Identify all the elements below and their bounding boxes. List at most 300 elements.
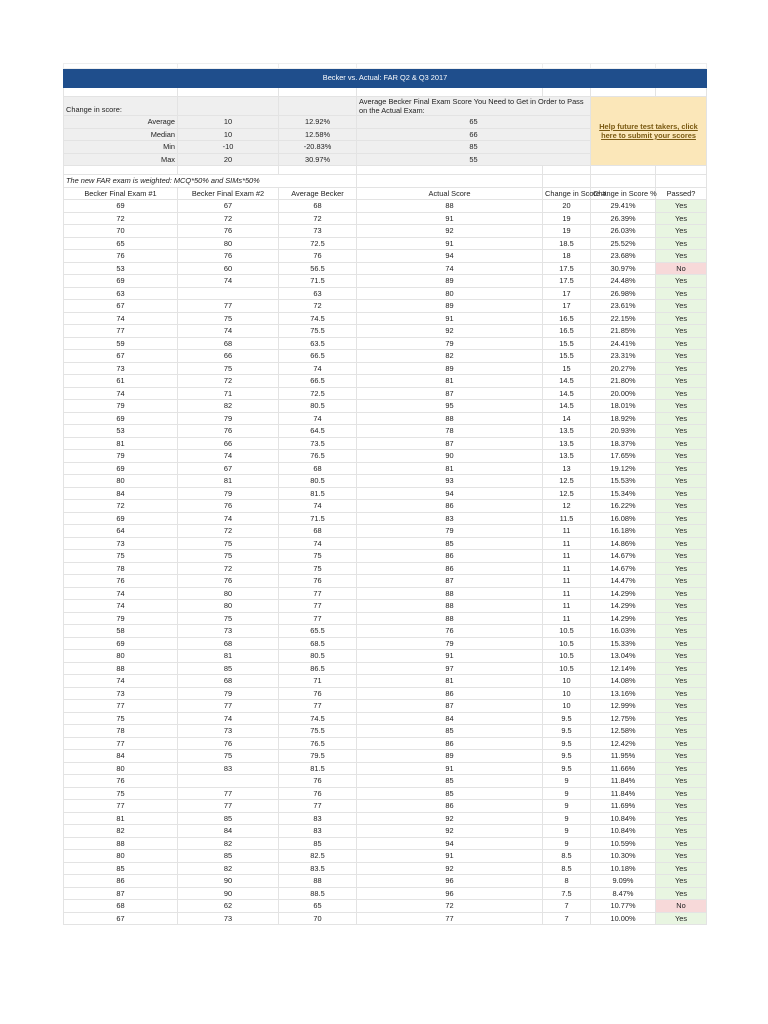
exam1-cell: 74 (64, 387, 178, 400)
stat-needed-median: 66 (357, 128, 591, 141)
change-pct-cell: 14.67% (591, 550, 656, 563)
actual-cell: 95 (357, 400, 543, 413)
average-cell: 56.5 (279, 262, 357, 275)
exam2-cell: 73 (178, 725, 279, 738)
table-row (64, 837, 707, 850)
exam1-cell: 70 (64, 225, 178, 238)
change-pct-cell: 20.93% (591, 425, 656, 438)
exam2-cell: 75 (178, 312, 279, 325)
exam2-cell: 73 (178, 625, 279, 638)
average-cell: 77 (279, 600, 357, 613)
exam2-cell: 85 (178, 662, 279, 675)
exam1-cell: 67 (64, 912, 178, 925)
passed-cell: Yes (656, 287, 707, 300)
average-cell: 88.5 (279, 887, 357, 900)
passed-cell: Yes (656, 412, 707, 425)
change-pct-cell: 14.29% (591, 612, 656, 625)
change-pct-cell: 11.84% (591, 775, 656, 788)
average-cell: 63.5 (279, 337, 357, 350)
actual-cell: 87 (357, 437, 543, 450)
table-row (64, 425, 707, 438)
change-num-cell: 8 (543, 875, 591, 888)
change-num-cell: 17.5 (543, 262, 591, 275)
submit-scores-link[interactable]: Help future test takers, click here to submit your scores (591, 97, 707, 166)
exam2-cell: 74 (178, 512, 279, 525)
table-row (64, 212, 707, 225)
actual-cell: 91 (357, 650, 543, 663)
table-row (64, 725, 707, 738)
actual-cell: 92 (357, 812, 543, 825)
exam2-cell: 76 (178, 250, 279, 263)
table-row (64, 675, 707, 688)
table-row (64, 800, 707, 813)
exam2-cell: 77 (178, 787, 279, 800)
actual-cell: 81 (357, 675, 543, 688)
change-num-cell: 12.5 (543, 487, 591, 500)
table-row (64, 887, 707, 900)
exam1-cell: 65 (64, 237, 178, 250)
passed-cell: Yes (656, 650, 707, 663)
change-num-cell: 8.5 (543, 850, 591, 863)
exam2-cell: 67 (178, 462, 279, 475)
exam2-cell: 77 (178, 700, 279, 713)
stat-change-median: 10 (178, 128, 279, 141)
change-num-cell: 17 (543, 287, 591, 300)
exam1-cell: 61 (64, 375, 178, 388)
change-num-cell: 11 (543, 575, 591, 588)
table-row (64, 562, 707, 575)
stat-label-min: Min (64, 141, 178, 154)
change-num-cell: 13 (543, 462, 591, 475)
actual-cell: 88 (357, 587, 543, 600)
stat-needed-average: 65 (357, 116, 591, 129)
change-num-cell: 11 (543, 587, 591, 600)
passed-cell: Yes (656, 700, 707, 713)
exam2-cell: 68 (178, 637, 279, 650)
table-row (64, 650, 707, 663)
exam2-cell: 82 (178, 400, 279, 413)
exam1-cell: 79 (64, 450, 178, 463)
change-pct-cell: 16.22% (591, 500, 656, 513)
average-cell: 68 (279, 200, 357, 213)
exam1-cell: 69 (64, 412, 178, 425)
actual-cell: 96 (357, 875, 543, 888)
exam1-cell: 63 (64, 287, 178, 300)
change-num-cell: 9.5 (543, 712, 591, 725)
change-pct-cell: 26.98% (591, 287, 656, 300)
passed-cell: Yes (656, 612, 707, 625)
change-num-cell: 8.5 (543, 862, 591, 875)
change-num-cell: 16.5 (543, 325, 591, 338)
table-row (64, 775, 707, 788)
change-pct-cell: 12.99% (591, 700, 656, 713)
change-num-cell: 18 (543, 250, 591, 263)
table-row (64, 537, 707, 550)
average-cell: 76 (279, 575, 357, 588)
actual-cell: 76 (357, 625, 543, 638)
change-num-cell: 9 (543, 800, 591, 813)
average-cell: 71 (279, 675, 357, 688)
change-num-cell: 16.5 (543, 312, 591, 325)
exam2-cell: 81 (178, 650, 279, 663)
exam2-cell: 80 (178, 237, 279, 250)
change-pct-cell: 8.47% (591, 887, 656, 900)
exam1-cell: 81 (64, 812, 178, 825)
change-pct-cell: 14.47% (591, 575, 656, 588)
change-num-cell: 10.5 (543, 662, 591, 675)
actual-cell: 87 (357, 700, 543, 713)
exam2-cell: 68 (178, 675, 279, 688)
table-row (64, 612, 707, 625)
actual-cell: 94 (357, 250, 543, 263)
table-row (64, 900, 707, 913)
actual-cell: 72 (357, 900, 543, 913)
average-cell: 74.5 (279, 712, 357, 725)
change-pct-cell: 16.18% (591, 525, 656, 538)
change-num-cell: 7 (543, 900, 591, 913)
change-pct-cell: 14.29% (591, 600, 656, 613)
average-cell: 75.5 (279, 325, 357, 338)
col-header-average: Average Becker (279, 187, 357, 200)
average-cell: 70 (279, 912, 357, 925)
change-pct-cell: 14.29% (591, 587, 656, 600)
actual-cell: 85 (357, 775, 543, 788)
passed-cell: Yes (656, 550, 707, 563)
passed-cell: Yes (656, 725, 707, 738)
actual-cell: 87 (357, 575, 543, 588)
average-cell: 66.5 (279, 375, 357, 388)
exam2-cell: 83 (178, 762, 279, 775)
actual-cell: 74 (357, 262, 543, 275)
exam2-cell: 75 (178, 612, 279, 625)
table-row (64, 662, 707, 675)
change-num-cell: 9.5 (543, 750, 591, 763)
average-cell: 68.5 (279, 637, 357, 650)
change-num-cell: 15 (543, 362, 591, 375)
average-cell: 76 (279, 250, 357, 263)
actual-cell: 91 (357, 762, 543, 775)
table-row (64, 812, 707, 825)
passed-cell: Yes (656, 912, 707, 925)
table-row (64, 450, 707, 463)
col-header-actual: Actual Score (357, 187, 543, 200)
exam2-cell: 62 (178, 900, 279, 913)
exam2-cell: 81 (178, 475, 279, 488)
weighting-note: The new FAR exam is weighted: MCQ*50% and SIMs*50% (64, 175, 357, 188)
change-num-cell: 20 (543, 200, 591, 213)
passed-cell: Yes (656, 575, 707, 588)
change-pct-cell: 23.31% (591, 350, 656, 363)
average-cell: 68 (279, 525, 357, 538)
stat-change-max: 20 (178, 153, 279, 166)
actual-cell: 92 (357, 325, 543, 338)
actual-cell: 83 (357, 512, 543, 525)
table-row (64, 575, 707, 588)
exam2-cell: 60 (178, 262, 279, 275)
exam1-cell: 58 (64, 625, 178, 638)
change-num-cell: 10.5 (543, 625, 591, 638)
change-num-cell: 19 (543, 225, 591, 238)
passed-cell: Yes (656, 300, 707, 313)
average-cell: 83.5 (279, 862, 357, 875)
change-num-cell: 14.5 (543, 400, 591, 413)
results-table (63, 63, 707, 925)
passed-cell: Yes (656, 375, 707, 388)
change-pct-cell: 11.69% (591, 800, 656, 813)
col-header-passed: Passed? (656, 187, 707, 200)
change-pct-cell: 14.67% (591, 562, 656, 575)
change-pct-cell: 26.39% (591, 212, 656, 225)
average-cell: 81.5 (279, 487, 357, 500)
exam2-cell: 76 (178, 500, 279, 513)
stat-pct-min: -20.83% (279, 141, 357, 154)
exam2-cell: 75 (178, 537, 279, 550)
table-row (64, 912, 707, 925)
change-pct-cell: 11.84% (591, 787, 656, 800)
passed-cell: Yes (656, 325, 707, 338)
actual-cell: 86 (357, 500, 543, 513)
exam1-cell: 80 (64, 650, 178, 663)
average-cell: 74 (279, 412, 357, 425)
change-pct-cell: 25.52% (591, 237, 656, 250)
change-pct-cell: 12.14% (591, 662, 656, 675)
actual-cell: 96 (357, 887, 543, 900)
actual-cell: 91 (357, 312, 543, 325)
actual-cell: 84 (357, 712, 543, 725)
actual-cell: 88 (357, 200, 543, 213)
table-row (64, 300, 707, 313)
average-cell: 77 (279, 800, 357, 813)
change-pct-cell: 22.15% (591, 312, 656, 325)
table-row (64, 500, 707, 513)
actual-cell: 86 (357, 562, 543, 575)
change-pct-cell: 17.65% (591, 450, 656, 463)
exam1-cell: 78 (64, 562, 178, 575)
actual-cell: 90 (357, 450, 543, 463)
change-pct-cell: 15.53% (591, 475, 656, 488)
change-num-cell: 12.5 (543, 475, 591, 488)
passed-cell: Yes (656, 675, 707, 688)
passed-cell: Yes (656, 525, 707, 538)
exam2-cell: 66 (178, 350, 279, 363)
exam1-cell: 69 (64, 462, 178, 475)
actual-cell: 89 (357, 750, 543, 763)
average-cell: 74.5 (279, 312, 357, 325)
average-cell: 81.5 (279, 762, 357, 775)
passed-cell: Yes (656, 862, 707, 875)
average-cell: 88 (279, 875, 357, 888)
change-pct-cell: 13.16% (591, 687, 656, 700)
passed-cell: No (656, 900, 707, 913)
table-row (64, 712, 707, 725)
table-row (64, 250, 707, 263)
exam2-cell (178, 287, 279, 300)
change-pct-cell: 24.48% (591, 275, 656, 288)
change-num-cell: 9 (543, 812, 591, 825)
passed-cell: Yes (656, 712, 707, 725)
actual-cell: 93 (357, 475, 543, 488)
table-row (64, 200, 707, 213)
change-pct-cell: 10.84% (591, 825, 656, 838)
change-pct-cell: 14.86% (591, 537, 656, 550)
table-row (64, 350, 707, 363)
change-num-cell: 10.5 (543, 650, 591, 663)
average-cell: 80.5 (279, 475, 357, 488)
table-row (64, 687, 707, 700)
average-cell: 76 (279, 787, 357, 800)
change-num-cell: 9 (543, 825, 591, 838)
exam1-cell: 80 (64, 850, 178, 863)
exam1-cell: 72 (64, 212, 178, 225)
exam2-cell: 79 (178, 412, 279, 425)
exam1-cell: 80 (64, 762, 178, 775)
average-cell: 75.5 (279, 725, 357, 738)
average-cell: 77 (279, 700, 357, 713)
exam2-cell: 76 (178, 425, 279, 438)
actual-cell: 77 (357, 912, 543, 925)
exam2-cell: 67 (178, 200, 279, 213)
passed-cell: Yes (656, 737, 707, 750)
average-cell: 80.5 (279, 400, 357, 413)
stat-change-average: 10 (178, 116, 279, 129)
exam1-cell: 74 (64, 587, 178, 600)
change-num-cell: 17.5 (543, 275, 591, 288)
average-cell: 76 (279, 775, 357, 788)
exam1-cell: 59 (64, 337, 178, 350)
average-cell: 63 (279, 287, 357, 300)
change-pct-cell: 11.66% (591, 762, 656, 775)
passed-cell: Yes (656, 512, 707, 525)
exam1-cell: 72 (64, 500, 178, 513)
spreadsheet (63, 63, 706, 925)
change-num-cell: 11 (543, 537, 591, 550)
col-header-change-pct: Change in Score % (591, 187, 656, 200)
exam1-cell: 67 (64, 350, 178, 363)
exam1-cell: 82 (64, 825, 178, 838)
change-pct-cell: 20.27% (591, 362, 656, 375)
change-pct-cell: 16.08% (591, 512, 656, 525)
change-pct-cell: 18.01% (591, 400, 656, 413)
table-row (64, 512, 707, 525)
actual-cell: 86 (357, 737, 543, 750)
average-cell: 74 (279, 537, 357, 550)
change-num-cell: 9 (543, 787, 591, 800)
avg-needed-label: Average Becker Final Exam Score You Need to Get in Order to Pass on the Actual Exam: (357, 97, 591, 116)
passed-cell: Yes (656, 225, 707, 238)
table-row (64, 462, 707, 475)
exam1-cell: 69 (64, 275, 178, 288)
average-cell: 73.5 (279, 437, 357, 450)
exam2-cell: 77 (178, 800, 279, 813)
change-num-cell: 13.5 (543, 437, 591, 450)
exam2-cell: 80 (178, 600, 279, 613)
actual-cell: 85 (357, 725, 543, 738)
change-pct-cell: 9.09% (591, 875, 656, 888)
average-cell: 85 (279, 837, 357, 850)
exam1-cell: 81 (64, 437, 178, 450)
passed-cell: Yes (656, 275, 707, 288)
change-pct-cell: 20.00% (591, 387, 656, 400)
change-num-cell: 9.5 (543, 725, 591, 738)
change-pct-cell: 10.77% (591, 900, 656, 913)
change-num-cell: 10 (543, 700, 591, 713)
average-cell: 77 (279, 612, 357, 625)
change-pct-cell: 19.12% (591, 462, 656, 475)
stat-label-median: Median (64, 128, 178, 141)
actual-cell: 86 (357, 800, 543, 813)
exam1-cell: 76 (64, 250, 178, 263)
average-cell: 83 (279, 812, 357, 825)
change-num-cell: 19 (543, 212, 591, 225)
table-row (64, 287, 707, 300)
actual-cell: 97 (357, 662, 543, 675)
change-pct-cell: 23.68% (591, 250, 656, 263)
passed-cell: Yes (656, 625, 707, 638)
exam2-cell: 75 (178, 362, 279, 375)
exam1-cell: 64 (64, 525, 178, 538)
table-row (64, 525, 707, 538)
stat-label-max: Max (64, 153, 178, 166)
average-cell: 79.5 (279, 750, 357, 763)
table-row (64, 375, 707, 388)
passed-cell: Yes (656, 875, 707, 888)
exam2-cell: 90 (178, 875, 279, 888)
actual-cell: 89 (357, 275, 543, 288)
exam1-cell: 85 (64, 862, 178, 875)
change-pct-cell: 10.00% (591, 912, 656, 925)
table-row (64, 312, 707, 325)
change-num-cell: 14.5 (543, 387, 591, 400)
average-cell: 68 (279, 462, 357, 475)
sheet-title: Becker vs. Actual: FAR Q2 & Q3 2017 (64, 69, 707, 88)
change-num-cell: 11 (543, 525, 591, 538)
actual-cell: 82 (357, 350, 543, 363)
change-pct-cell: 21.80% (591, 375, 656, 388)
change-num-cell: 14.5 (543, 375, 591, 388)
change-num-cell: 10 (543, 687, 591, 700)
average-cell: 74 (279, 362, 357, 375)
passed-cell: Yes (656, 687, 707, 700)
change-num-cell: 15.5 (543, 350, 591, 363)
exam1-cell: 73 (64, 687, 178, 700)
exam1-cell: 80 (64, 475, 178, 488)
exam1-cell: 78 (64, 725, 178, 738)
passed-cell: Yes (656, 475, 707, 488)
table-row (64, 587, 707, 600)
table-row (64, 475, 707, 488)
exam2-cell: 73 (178, 912, 279, 925)
average-cell: 72.5 (279, 237, 357, 250)
passed-cell: Yes (656, 800, 707, 813)
exam2-cell: 80 (178, 587, 279, 600)
table-row (64, 850, 707, 863)
change-num-cell: 9 (543, 775, 591, 788)
exam1-cell: 69 (64, 200, 178, 213)
passed-cell: Yes (656, 562, 707, 575)
table-row (64, 637, 707, 650)
passed-cell: Yes (656, 750, 707, 763)
change-num-cell: 9.5 (543, 737, 591, 750)
exam2-cell: 68 (178, 337, 279, 350)
average-cell: 74 (279, 500, 357, 513)
actual-cell: 86 (357, 550, 543, 563)
table-row (64, 225, 707, 238)
table-row (64, 787, 707, 800)
passed-cell: Yes (656, 812, 707, 825)
actual-cell: 86 (357, 687, 543, 700)
change-num-cell: 7.5 (543, 887, 591, 900)
exam1-cell: 75 (64, 550, 178, 563)
